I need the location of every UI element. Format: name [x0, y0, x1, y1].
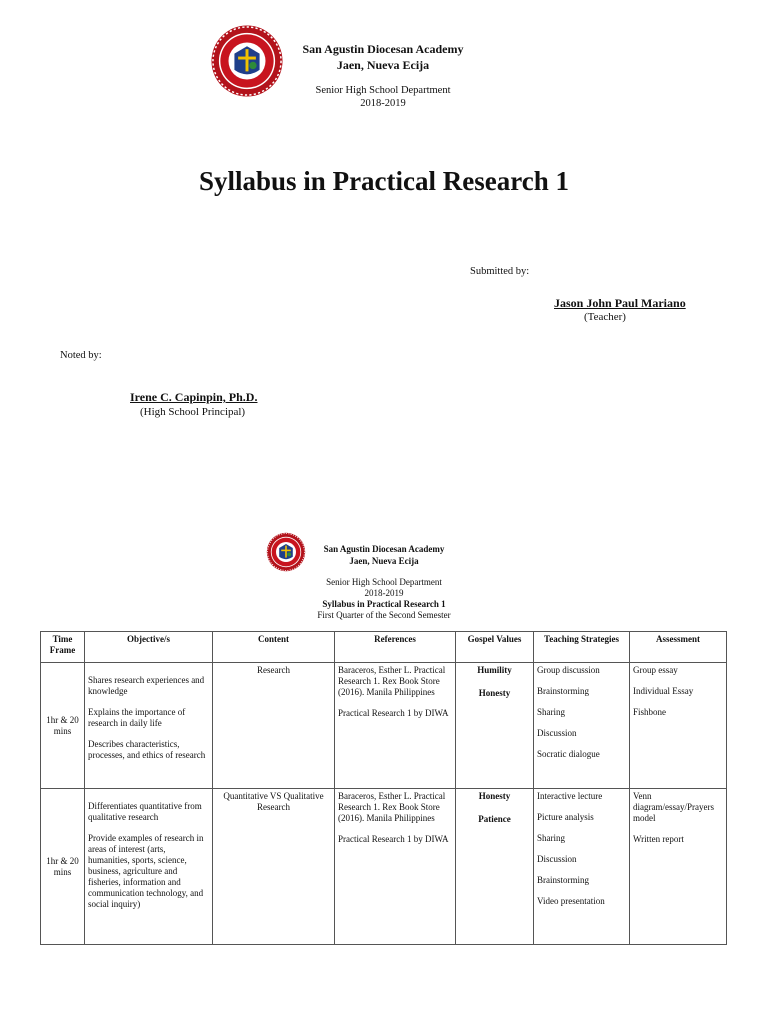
principal-role: (High School Principal) — [140, 406, 246, 418]
assessment-cell — [630, 789, 727, 945]
strategy-item: Discussion — [537, 728, 577, 738]
syllabus-school-name: San Agustin Diocesan Academy — [323, 544, 445, 554]
header-teaching-strategies: Teaching Strategies — [534, 632, 630, 663]
syllabus-quarter: First Quarter of the Second Semester — [317, 610, 451, 620]
assessment-item: Written report — [633, 834, 684, 844]
gospel-values-cell — [456, 789, 534, 945]
header-content: Content — [213, 632, 335, 663]
header-objectives: Objective/s — [85, 632, 213, 663]
gospel-value: Humility — [477, 665, 512, 675]
strategy-item: Sharing — [537, 833, 565, 843]
school-location: Jaen, Nueva Ecija — [336, 58, 430, 72]
gospel-values-cell — [456, 663, 534, 789]
gospel-value: Patience — [478, 814, 511, 824]
reference-item: Practical Research 1 by DIWA — [338, 708, 449, 718]
school-year: 2018-2019 — [360, 98, 406, 109]
header-assessment: Assessment — [630, 632, 727, 663]
strategy-item: Video presentation — [537, 896, 605, 906]
syllabus-department: Senior High School Department — [326, 577, 442, 587]
assessment-item: Individual Essay — [633, 686, 694, 696]
table-row — [41, 663, 727, 789]
noted-by-label: Noted by: — [60, 350, 102, 361]
strategies-cell — [534, 663, 630, 789]
time-frame-cell: 1hr & 20 mins — [41, 789, 85, 945]
reference-item: Baraceros, Esther L. Practical Research 1. Rex Book Store (2016). Manila Philippines — [338, 791, 446, 823]
objective-item: Provide examples of research in areas of interest (arts, humanities, sports, science, business, agriculture and fisheries, information and communication technology, and social inquiry) — [88, 833, 204, 909]
syllabus-school-location: Jaen, Nueva Ecija — [349, 556, 419, 566]
objective-item: Describes characteristics, processes, and ethics of research — [88, 739, 206, 760]
header-references: References — [335, 632, 456, 663]
header-gospel-values: Gospel Values — [456, 632, 534, 663]
department-name: Senior High School Department — [315, 85, 451, 96]
assessment-item: Venn diagram/essay/Prayers model — [633, 791, 714, 823]
teacher-name: Jason John Paul Mariano — [554, 296, 686, 310]
strategy-item: Group discussion — [537, 665, 600, 675]
principal-name: Irene C. Capinpin, Ph.D. — [130, 390, 258, 404]
gospel-value: Honesty — [478, 791, 511, 801]
submitted-by-label: Submitted by: — [470, 266, 530, 277]
objectives-cell — [85, 663, 213, 789]
assessment-item: Fishbone — [633, 707, 667, 717]
objective-item: Shares research experiences and knowledge — [88, 675, 205, 696]
document-title: Syllabus in Practical Research 1 — [199, 166, 569, 196]
table-header-row — [41, 632, 727, 663]
strategies-cell — [534, 789, 630, 945]
teacher-role: (Teacher) — [584, 311, 626, 323]
strategy-item: Discussion — [537, 854, 577, 864]
reference-item: Practical Research 1 by DIWA — [338, 834, 449, 844]
strategy-item: Sharing — [537, 707, 565, 717]
time-frame-cell: 1hr & 20 mins — [41, 663, 85, 789]
objective-item: Differentiates quantitative from qualitative research — [88, 801, 202, 822]
objective-item: Explains the importance of research in daily life — [88, 707, 186, 728]
strategy-item: Brainstorming — [537, 875, 589, 885]
strategy-item: Picture analysis — [537, 812, 594, 822]
reference-item: Baraceros, Esther L. Practical Research 1. Rex Book Store (2016). Manila Philippines — [338, 665, 446, 697]
school-seal-logo-small — [266, 532, 306, 572]
assessment-item: Group essay — [633, 665, 678, 675]
objectives-cell — [85, 789, 213, 945]
strategy-item: Socratic dialogue — [537, 749, 600, 759]
syllabus-school-year: 2018-2019 — [364, 588, 404, 598]
header-time-frame: Time Frame — [41, 632, 85, 663]
content-cell: Research — [213, 663, 335, 789]
strategy-item: Brainstorming — [537, 686, 589, 696]
table-row — [41, 789, 727, 945]
school-seal-logo — [210, 24, 284, 98]
strategy-item: Interactive lecture — [537, 791, 603, 801]
gospel-value: Honesty — [478, 688, 511, 698]
references-cell — [335, 663, 456, 789]
references-cell — [335, 789, 456, 945]
syllabus-table — [40, 631, 727, 945]
content-cell: Quantitative VS Qualitative Research — [213, 789, 335, 945]
syllabus-subtitle: Syllabus in Practical Research 1 — [322, 599, 446, 609]
assessment-cell — [630, 663, 727, 789]
school-name: San Agustin Diocesan Academy — [302, 42, 464, 56]
